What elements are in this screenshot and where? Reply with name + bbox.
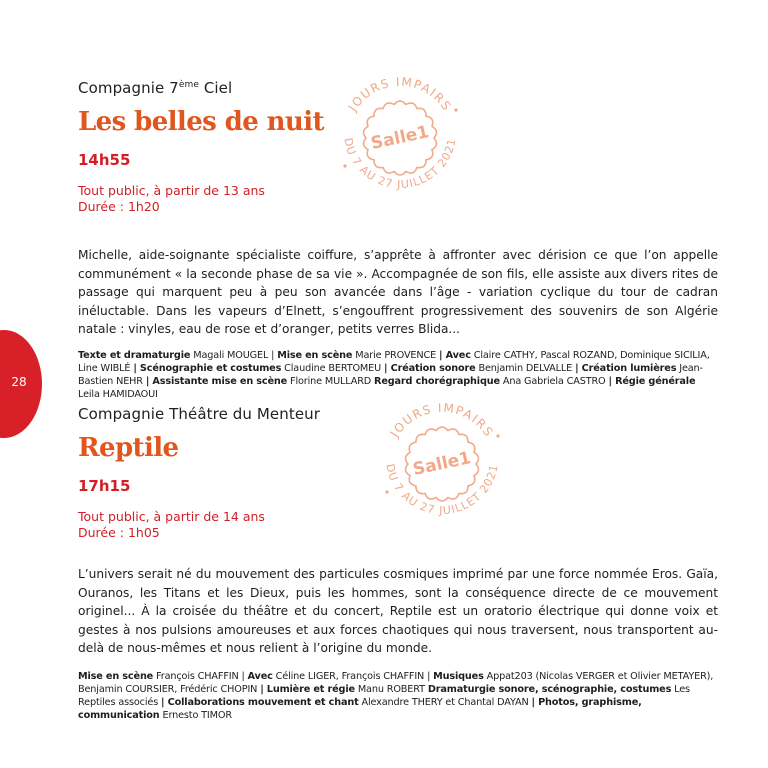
stamp-dot — [385, 490, 388, 493]
show-duration: Durée : 1h20 — [78, 199, 160, 214]
credit-names: Jean-Bastien NEHR — [78, 362, 703, 387]
credit-names: Les Reptiles associés — [78, 683, 690, 708]
credit-names: Ernesto TIMOR — [159, 709, 232, 721]
stamp-dot — [454, 108, 457, 111]
stamp-top-text: JOURS IMPAIRS — [387, 400, 497, 440]
company-name-text: Compagnie Théâtre du Menteur — [78, 405, 321, 423]
credit-role: | Création lumières — [575, 362, 677, 374]
venue-stamp-1 — [330, 68, 470, 208]
stamp-bottom-text: DU 7 AU 27 JUILLET 2021 — [341, 136, 459, 192]
show-audience: Tout public, à partir de 14 ans — [78, 509, 265, 524]
stamp-dot — [496, 434, 499, 437]
credit-role: Texte et dramaturgie — [78, 349, 191, 361]
stamp-top-text: JOURS IMPAIRS — [345, 74, 455, 114]
company-name-superscript: ème — [178, 80, 199, 90]
credit-names: Appat203 (Nicolas VERGER et Olivier METAYER), Benjamin COURSIER, Frédéric CHOPIN — [78, 670, 714, 695]
show-title: Reptile — [78, 433, 179, 463]
credit-names: Alexandre THERY et Chantal DAYAN — [358, 696, 532, 708]
credit-role: | Scénographie et costumes — [133, 362, 282, 374]
credit-names: Benjamin DELVALLE — [475, 362, 576, 374]
show-title: Les belles de nuit — [78, 107, 324, 137]
credit-names: Manu ROBERT — [354, 683, 428, 695]
credit-role: | Assistante mise en scène — [145, 375, 288, 387]
stamp-label: Salle1 — [369, 122, 431, 154]
svg-text:JOURS IMPAIRS — [345, 75, 454, 115]
credit-names: Céline LIGER, François CHAFFIN | — [272, 670, 434, 682]
company-name-suffix: Ciel — [198, 79, 233, 97]
credit-role: | Collaborations mouvement et chant — [161, 696, 359, 708]
credit-names: Marie PROVENCE — [352, 349, 440, 361]
credit-role: | Lumière et régie — [260, 683, 355, 695]
show-time: 14h55 — [78, 151, 131, 169]
company-name-text: Compagnie 7 — [78, 79, 179, 97]
credit-names: Magali MOUGEL | — [190, 349, 278, 361]
credit-role: Regard chorégraphique — [374, 375, 500, 387]
credit-role: Musiques — [433, 670, 484, 682]
show-description: L’univers serait né du mouvement des particules cosmiques imprimé par une force nommée Eros. Gaïa, Ouranos, les Titans et les Dieux, puis les hommes, sont la conséquence directe de ce mouvement originel... À la croisée du théâtre et du concert, Reptile est un oratorio électrique qui donne voix et gestes à nos pulsions amoureuses et aux forces chaotiques qui nous traversent, nous transportent au-delà de nous-mêmes et nous relient à l’origine du monde. — [78, 567, 718, 655]
credit-role: Mise en scène — [277, 349, 353, 361]
show-duration: Durée : 1h05 — [78, 525, 160, 540]
credit-names: Ana Gabriela CASTRO — [499, 375, 609, 387]
show-credits — [78, 349, 718, 401]
stamp-bottom-text: DU 7 AU 27 JUILLET 2021 — [383, 462, 501, 518]
credit-role: Mise en scène — [78, 670, 154, 682]
stamp-label: Salle1 — [411, 448, 473, 480]
credit-role: Avec — [247, 670, 273, 682]
show-audience: Tout public, à partir de 13 ans — [78, 183, 265, 198]
credit-names: François CHAFFIN | — [153, 670, 248, 682]
show-credits — [78, 670, 718, 722]
credit-role: Dramaturgie sonore, scénographie, costumes — [427, 683, 672, 695]
stamp-dot — [343, 164, 346, 167]
credit-names: Florine MULLARD — [287, 375, 375, 387]
svg-text:JOURS IMPAIRS — [387, 401, 496, 441]
show-time: 17h15 — [78, 477, 131, 495]
venue-stamp-2 — [372, 394, 512, 534]
credit-names: Leila HAMIDAOUI — [78, 388, 158, 400]
credit-role: | Photos, graphisme, communication — [78, 696, 642, 721]
page-number: 28 — [11, 375, 27, 389]
credit-role: | Création sonore — [384, 362, 476, 374]
credit-names: Claudine BERTOMEU — [281, 362, 384, 374]
credit-role: | Avec — [439, 349, 471, 361]
credit-names: Claire CATHY, Pascal ROZAND, Dominique SICILIA, Line WIBLÉ — [78, 349, 710, 374]
show-description: Michelle, aide-soignante spécialiste coiffure, s’apprête à affronter avec dérision ce que l’on appelle communément « la seconde phase de sa vie ». Accompagnée de son fils, elle assiste aux divers rites de passage qui marquent peu à peu son avancée dans l’âge - variation cyclique du tour de cadran inéluctable. Dans les vapeurs d’Elnett, s’engouffrent progressivement des souvenirs de son Algérie natale : vinyles, eau de rose et d’oranger, petits verres Blida... — [78, 248, 718, 336]
credit-role: | Régie générale — [608, 375, 696, 387]
